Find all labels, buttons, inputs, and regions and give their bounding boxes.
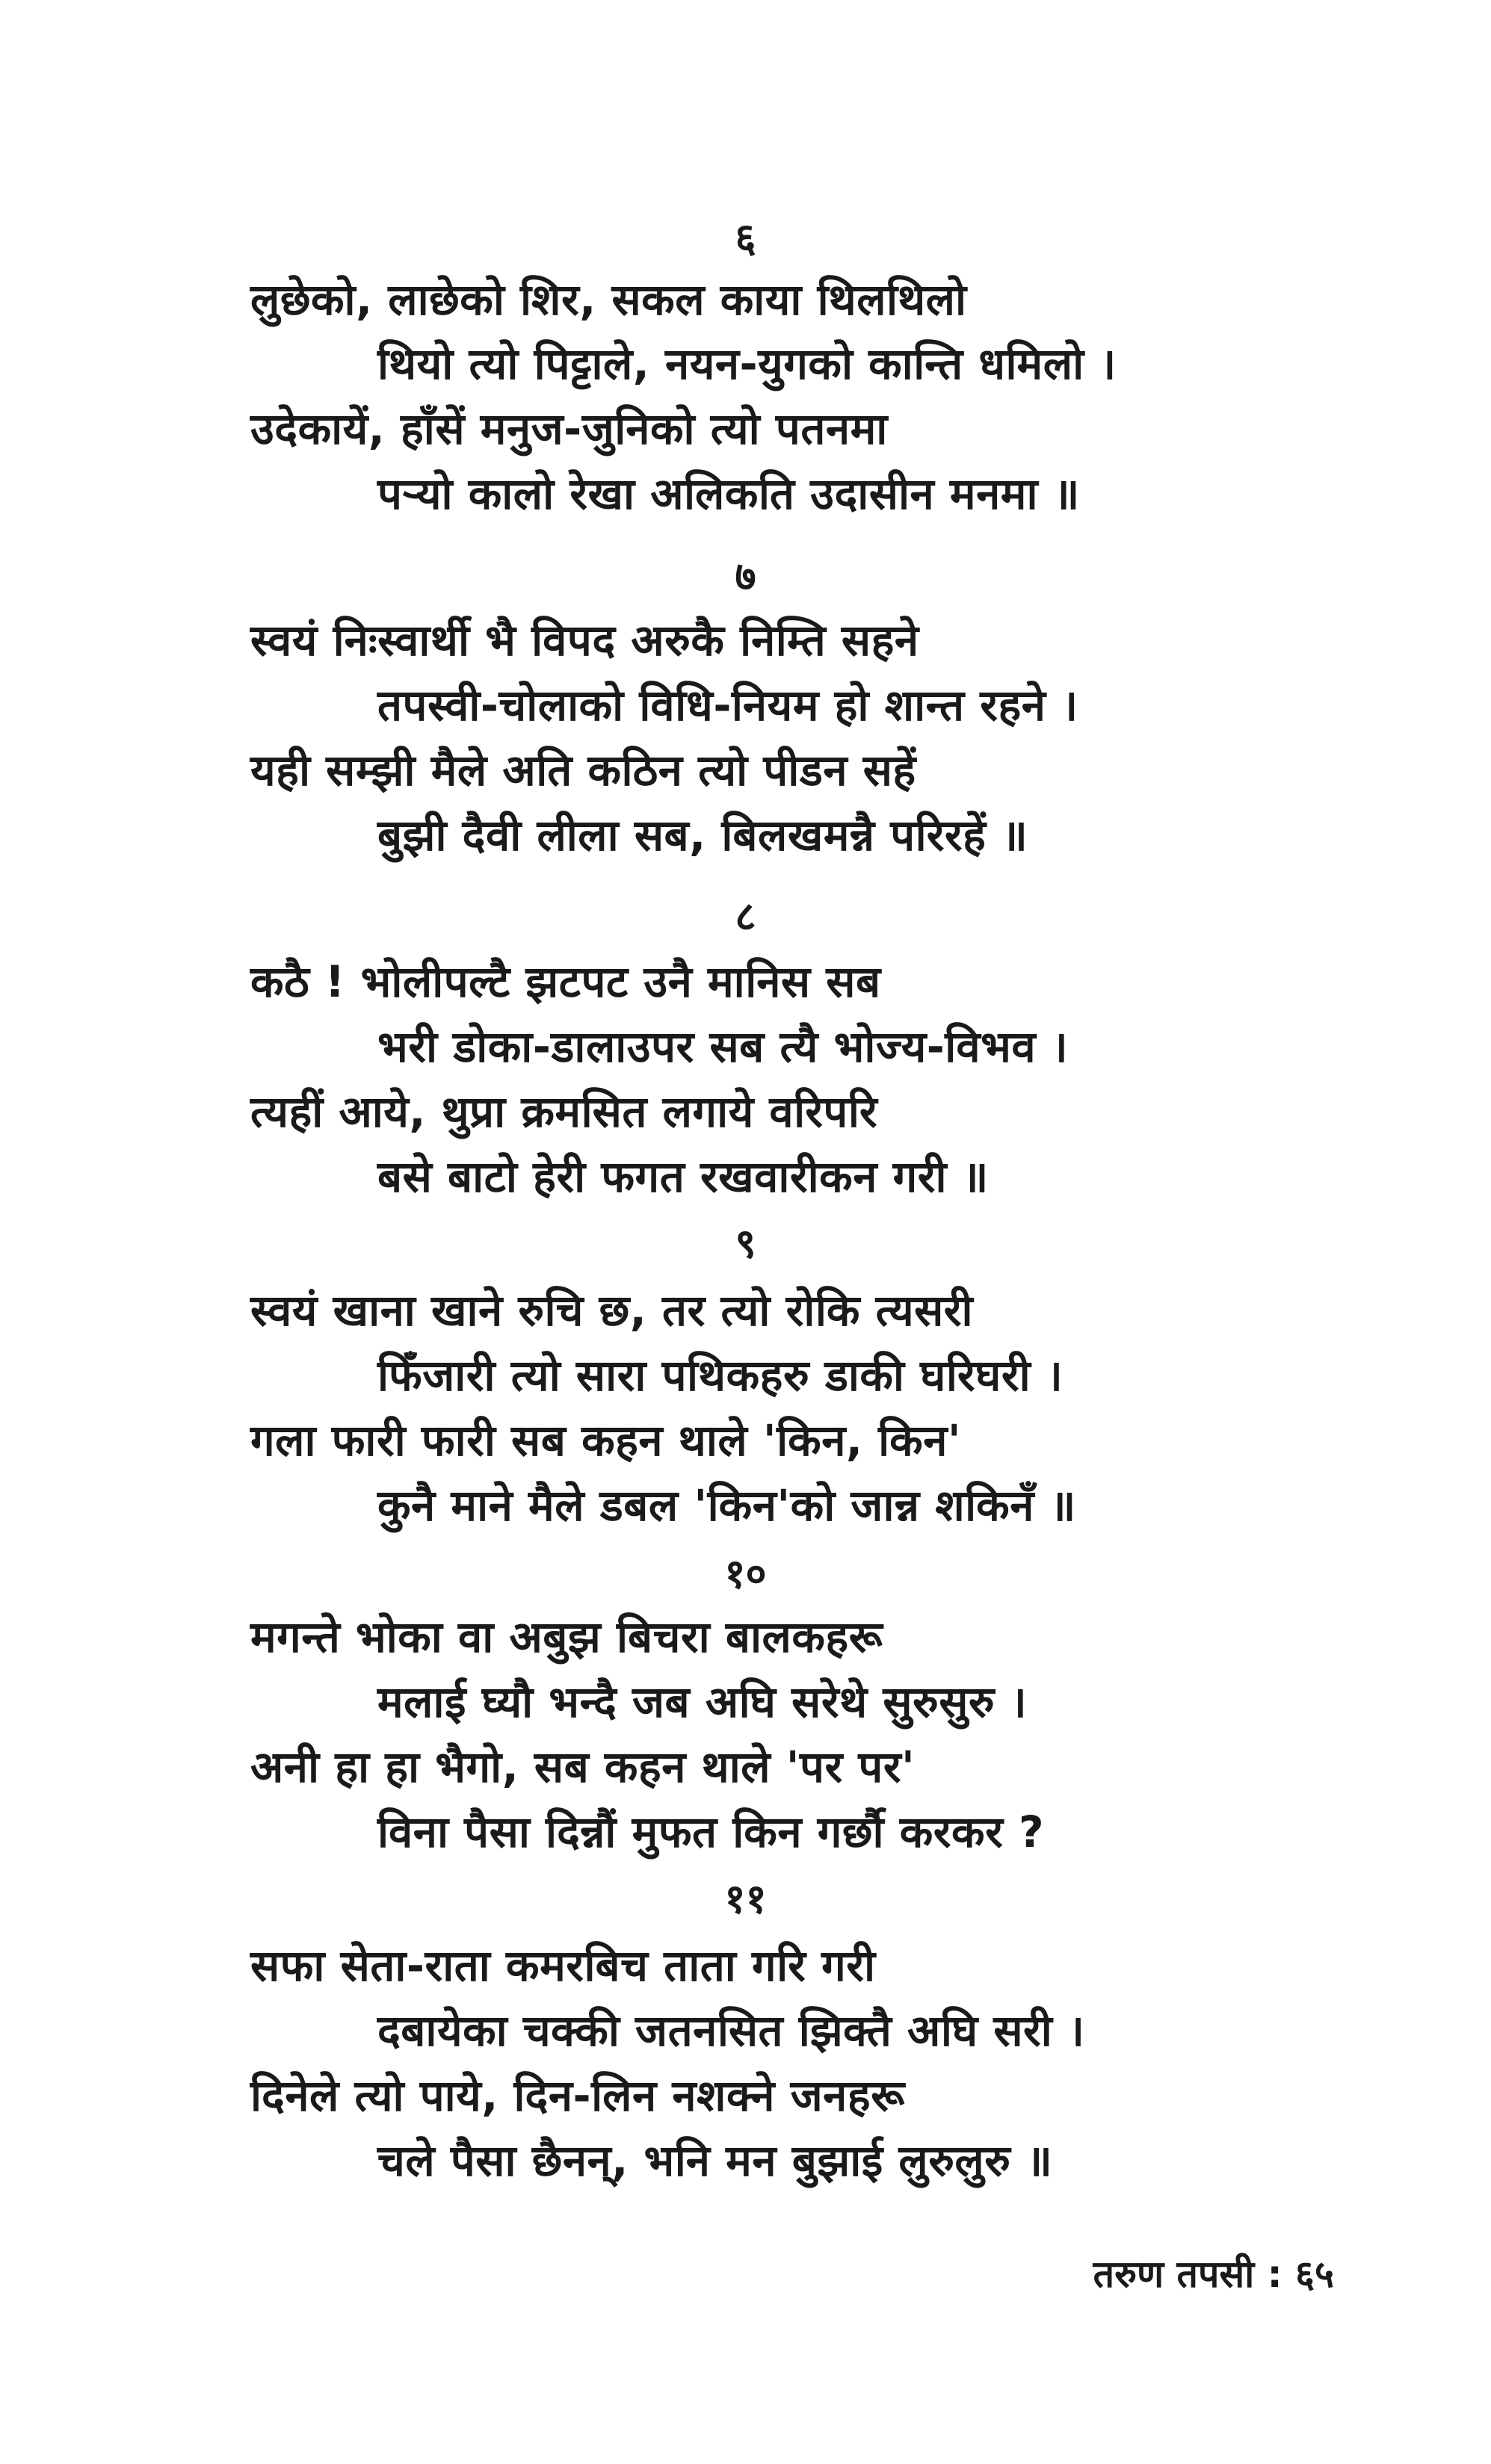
verse-line: विना पैसा दिन्नौं मुफत किन गर्छौ करकर ?	[377, 1807, 1045, 1857]
stanza-number: ९	[735, 1220, 756, 1267]
verse-line: बसे बाटो हेरी फगत रखवारीकन गरी ॥	[377, 1151, 989, 1202]
verse-line: स्वयं खाना खाने रुचि छ, तर त्यो रोकि त्यसरी	[250, 1285, 974, 1336]
verse-line: पऱ्यो कालो रेखा अलिकति उदासीन मनमा ॥	[377, 468, 1080, 519]
verse-line: दिनेले त्यो पाये, दिन-लिन नशक्ने जनहरू	[250, 2070, 905, 2121]
page-footer: तरुण तपसी : ६५	[1093, 2253, 1334, 2296]
verse-line: चले पैसा छैनन्, भनि मन बुझाई लुरुलुरु ॥	[377, 2135, 1053, 2186]
verse-line: तपस्वी-चोलाको विधि-नियम हो शान्त रहने ।	[377, 680, 1078, 731]
verse-line: सफा सेता-राता कमरबिच ताता गरि गरी	[250, 1940, 876, 1991]
verse-line: भरी डोका-डालाउपर सब त्यै भोज्य-विभव ।	[377, 1021, 1069, 1072]
verse-line: मलाई घ्यौ भन्दै जब अघि सरेथे सुरुसुरु ।	[377, 1677, 1028, 1727]
stanza-number: ८	[735, 893, 756, 940]
stanza-number: ६	[735, 214, 756, 261]
stanza-number: ७	[735, 553, 756, 600]
verse-line: कठै ! भोलीपल्टै झटपट उनै मानिस सब	[250, 956, 881, 1007]
stanza-number: १०	[724, 1550, 767, 1597]
verse-line: गला फारी फारी सब कहन थाले 'किन, किन'	[250, 1415, 962, 1466]
verse-line: कुनै माने मैले डबल 'किन'को जान्न शकिनँ ॥	[377, 1480, 1076, 1531]
verse-line: दबायेका चक्की जतनसित झिक्तै अघि सरी ।	[377, 2005, 1085, 2056]
stanza-number: ११	[724, 1875, 767, 1922]
verse-line: उदेकायें, हाँसें मनुज-जुनिको त्यो पतनमा	[250, 403, 888, 454]
verse-line: अनी हा हा भैगो, सब कहन थाले 'पर पर'	[250, 1742, 916, 1792]
verse-line: लुछेको, लाछेको शिर, सकल काया थिलथिलो	[250, 274, 967, 325]
verse-line: स्वयं निःस्वार्थी भै विपद अरुकै निम्ति सहने	[250, 615, 919, 666]
verse-line: बुझी दैवी लीला सब, बिलखमन्नै परिरहें ॥	[377, 810, 1028, 861]
verse-line: यही सम्झी मैले अति कठिन त्यो पीडन सहें	[250, 745, 916, 796]
verse-line: त्यहीं आये, थुप्रा क्रमसित लगाये वरिपरि	[250, 1086, 878, 1137]
verse-line: थियो त्यो पिट्टाले, नयन-युगको कान्ति धमिलो ।	[377, 338, 1117, 389]
verse-line: मगन्ते भोका वा अबुझ बिचरा बालकहरू	[250, 1612, 883, 1662]
verse-line: फिँजारी त्यो सारा पथिकहरु डाकी घरिघरी ।	[377, 1350, 1064, 1401]
